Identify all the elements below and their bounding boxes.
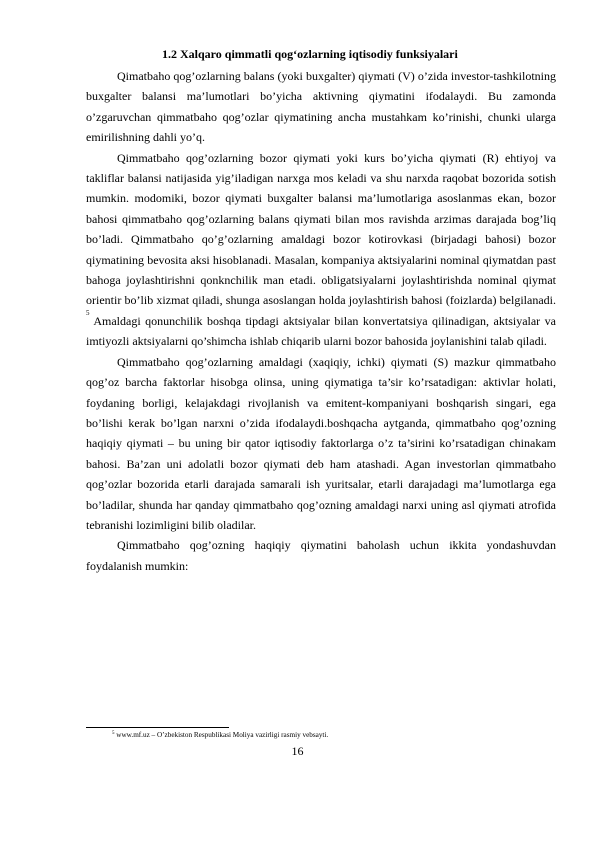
paragraph-market-value-text-1: Qimmatbaho qog’ozlarning bozor qiymati yoki kurs bo’yicha qiymati (R) ehtiyoj va takliflar balansi natijasida yig’iladigan narxga mos keladi va shu narxda raqobat bozorida sotish mumkin. modomiki, bozor qiymati buxgalter balansi ma’lumotlariga asoslanmas ekan, bozor bahosi qimmatbaho qog’ozlarning balans qiymati bilan mos ravishda arzimas darajada bog’liq bo’ladi. Qimmatbaho qo’g’ozlarning amaldagi bozor kotirovkasi (birjadagi bahosi) bozor qiymatining bevosita aksi hisoblanadi. Masalan, kompaniya aktsiyalarini nominal qiymatdan past bahoga joylashtirishni qonknchilik man etadi. obligatsiyalarni joylashtirishda nominal qiymat orientir bo’lib xizmat qiladi, shunga asoslangan holda joylashtirish bahosi (foizlarda) belgilanadi.: [86, 150, 556, 308]
paragraph-balance-value: Qimatbaho qog’ozlarning balans (yoki buxgalter) qiymati (V) o’zida investor-tashkilotning buxgalter balansi ma’lumotlari bo’yicha aktivning qiymatini ifodalaydi. Bu zamonda o’zgaruvchan qimmatbaho qog’ozlar qiymatining ancha mustahkam ko’rinishi, chunki ularga emirilishning dahli yo’q.: [86, 69, 556, 145]
footnote: [112, 730, 328, 740]
page-body: [86, 46, 556, 576]
paragraph-market-value: [86, 148, 556, 352]
paragraph-intrinsic-value: Qimmatbaho qog’ozlarning amaldagi (xaqiqiy, ichki) qiymati (S) mazkur qimmatbaho qog’oz barcha faktorlar hisobga olinsa, uning qiymatiga ta’sir ko’rsatadigan: aktivlar holati, foydaning borligi, kelajakdagi rivojlanish va emitent-kompaniyani boshqarish singari, ega bo’lishi kerak bo’lgan narxni o’zida ifodalaydi.boshqacha aytganda, qimmatbaho qog’ozning haqiqiy qiymati – bu uning bir qator iqtisodiy faktorlarga o’z ta’sirini ko’rsatadigan chinakam bahosi. Ba’zan uni adolatli bozor qiymati deb ham atashadi. Agan investorlan qimmatbaho qog’ozlar bozorida etarli darajada samarali ish yuritsalar, etarli darajadagi ma’lumotlarga ega bo’ladilar, shunda har qanday qimmatbaho qog’ozning amaldagi narxi uning asl qiymati atrofida tebranishi lozimligini bilib oladilar.: [86, 354, 556, 532]
page-number: 16: [291, 744, 304, 758]
paragraph-market-value-text-2: Amaldagi qonunchilik boshqa tipdagi aktsiyalar bilan konvertatsiya qilinadigan, aktsiyalar va imtiyozli aktsiyalarni qo’shimcha ishlab chiqarib ularni bozor bahosida joylanishini talab qiladi.: [86, 313, 556, 349]
section-heading: 1.2 Xalqaro qimmatli qog‘ozlarning iqtisodiy funksiyalari: [162, 47, 458, 61]
footnote-divider: [86, 727, 229, 728]
footnote-reference: 5: [86, 308, 90, 317]
paragraph-approaches: Qimmatbaho qog’ozning haqiqiy qiymatini baholash uchun ikkita yondashuvdan foydalanish mumkin:: [86, 538, 556, 573]
footnote-mark: 5: [112, 731, 115, 736]
footnote-text: www.mf.uz – O’zbekiston Respublikasi Moliya vazirligi rasmiy vebsayti.: [114, 731, 329, 739]
